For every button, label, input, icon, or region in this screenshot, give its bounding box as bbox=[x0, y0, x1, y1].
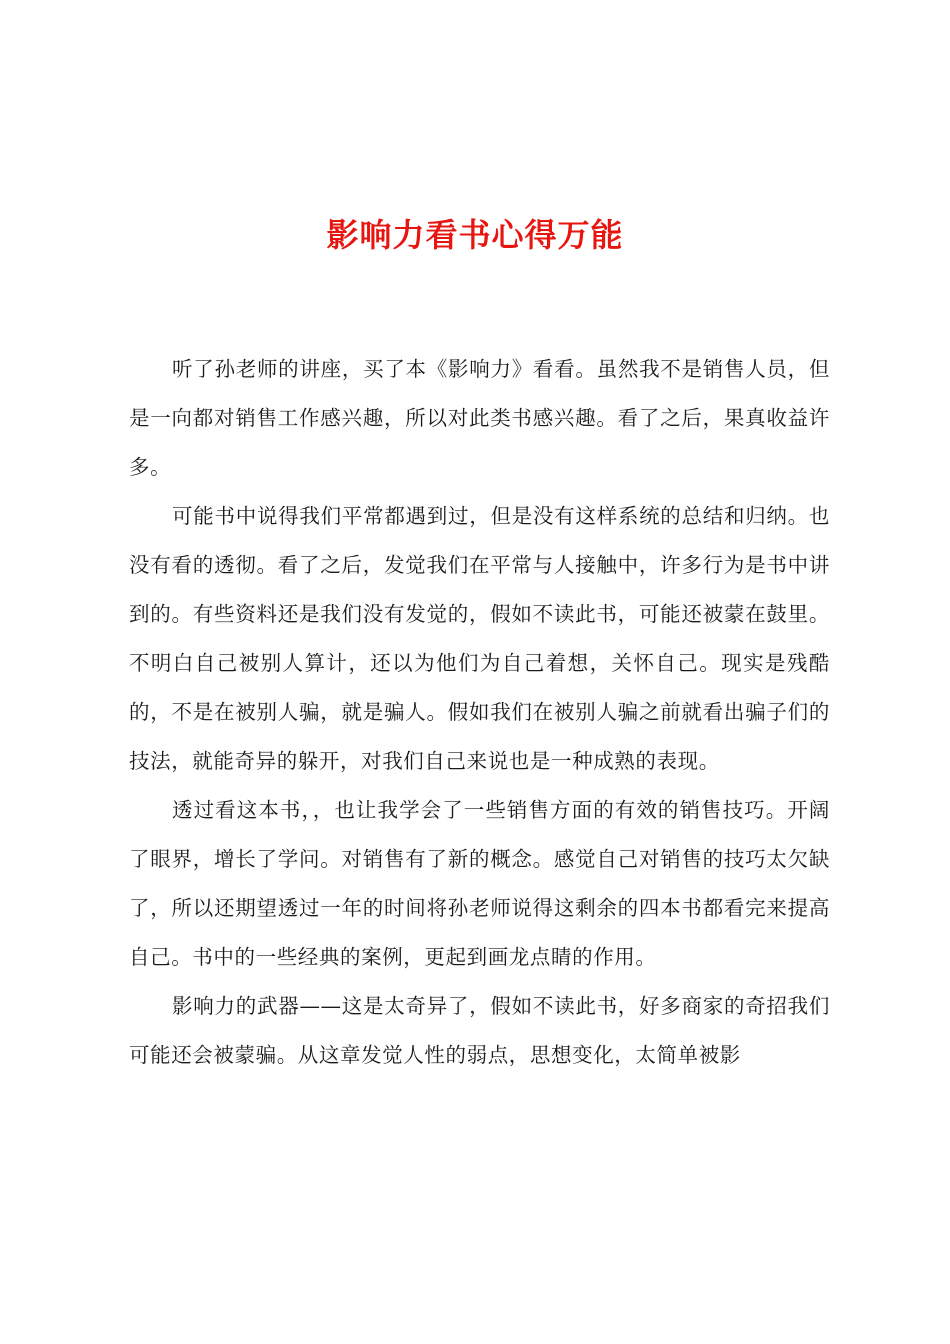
document-body bbox=[129, 345, 830, 1080]
paragraph-4: 影响力的武器——这是太奇异了，假如不读此书，好多商家的奇招我们可能还会被蒙骗。从这章发觉人性的弱点，思想变化，太简单被影 bbox=[129, 994, 830, 1067]
paragraph-2: 可能书中说得我们平常都遇到过，但是没有这样系统的总结和归纳。也没有看的透彻。看了之后，发觉我们在平常与人接触中，许多行为是书中讲到的。有些资料还是我们没有发觉的，假如不读此书，可能还被蒙在鼓里。不明白自己被别人算计，还以为他们为自己着想，关怀自己。现实是残酷的，不是在被别人骗，就是骗人。假如我们在被别人骗之前就看出骗子们的技法，就能奇异的躲开，对我们自己来说也是一种成熟的表现。 bbox=[129, 504, 830, 773]
paragraph-3: 透过看这本书，，也让我学会了一些销售方面的有效的销售技巧。开阔了眼界，增长了学问。对销售有了新的概念。感觉自己对销售的技巧太欠缺了，所以还期望透过一年的时间将孙老师说得这剩余的四本书都看完来提高自己。书中的一些经典的案例，更起到画龙点睛的作用。 bbox=[129, 798, 830, 969]
document-title: 影响力看书心得万能 bbox=[326, 216, 624, 254]
paragraph-1: 听了孙老师的讲座，买了本《影响力》看看。虽然我不是销售人员，但是一向都对销售工作感兴趣，所以对此类书感兴趣。看了之后，果真收益许多。 bbox=[129, 357, 830, 479]
